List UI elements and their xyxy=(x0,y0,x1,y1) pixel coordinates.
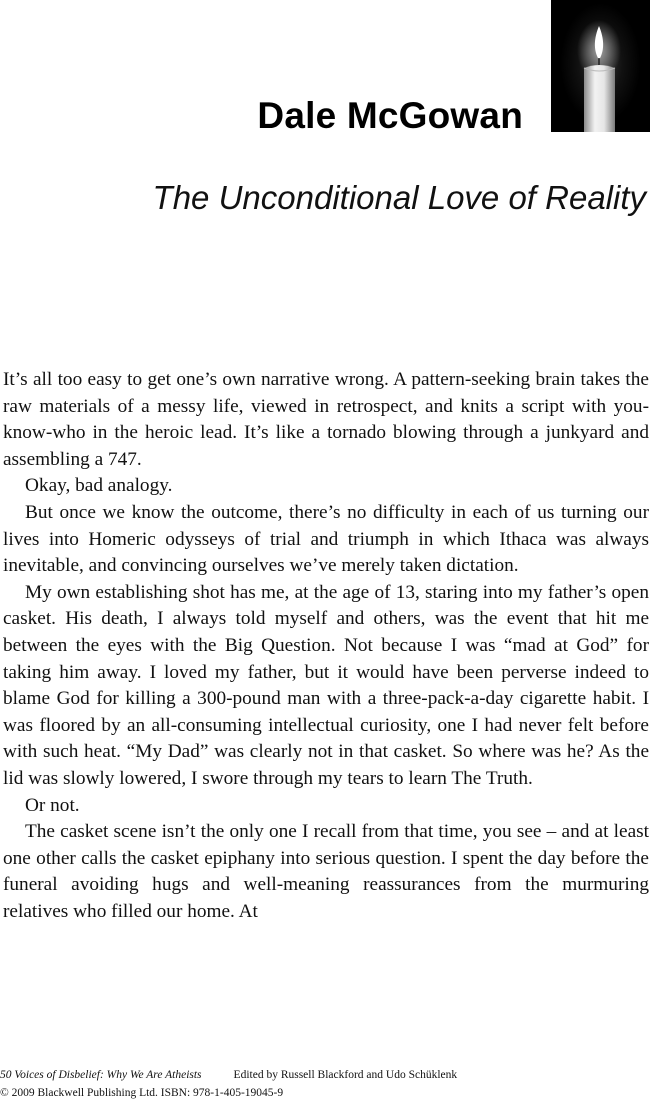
paragraph: My own establishing shot has me, at the age of 13, staring into my father’s open casket. His death, I always told myself and others, was the event that hit me between the eyes with the Big Question. Not because I was “mad at God” for taking him away. I loved my father, but it would have been perverse indeed to blame God for killing a 300-pound man with a three-pack-a-day cigarette habit. I was floored by an all-consuming intellectual curiosity, one I had never felt before with such heat. “My Dad” was clearly not in that casket. So where was he? As the lid was slowly lowered, I swore through my tears to learn The Truth. xyxy=(3,581,649,789)
book-title: 50 Voices of Disbelief: Why We Are Atheists xyxy=(0,1069,202,1081)
book-editors: Edited by Russell Blackford and Udo Schüklenk xyxy=(233,1069,458,1081)
author-name: Dale McGowan xyxy=(257,95,523,136)
essay-body xyxy=(3,367,649,925)
copyright-line: © 2009 Blackwell Publishing Ltd. ISBN: 978-1-405-19045-9 xyxy=(0,1087,284,1099)
footer-book-line xyxy=(0,1066,650,1084)
page-footer xyxy=(0,1066,650,1102)
candle-photo xyxy=(551,0,650,132)
candle-icon xyxy=(551,0,650,132)
paragraph: The casket scene isn’t the only one I recall from that time, you see – and at least one other calls the casket epiphany into serious question. I spent the day before the funeral avoiding hugs and well-meaning reassurances from the murmuring relatives who filled our home. At xyxy=(3,821,649,922)
paragraph: Okay, bad analogy. xyxy=(25,475,173,497)
essay-title: The Unconditional Love of Reality xyxy=(152,179,646,216)
paragraph: Or not. xyxy=(25,794,80,816)
paragraph: But once we know the outcome, there’s no difficulty in each of us turning our lives into Homeric odysseys of trial and triumph in which Ithaca was always inevitable, and convincing ourselves we’ve merely taken dictation. xyxy=(3,501,649,577)
paragraph: It’s all too easy to get one’s own narrative wrong. A pattern-seeking brain takes the raw materials of a messy life, viewed in retrospect, and knits a script with you-know-who in the heroic lead. It’s like a tornado blowing through a junkyard and assembling a 747. xyxy=(3,369,649,470)
